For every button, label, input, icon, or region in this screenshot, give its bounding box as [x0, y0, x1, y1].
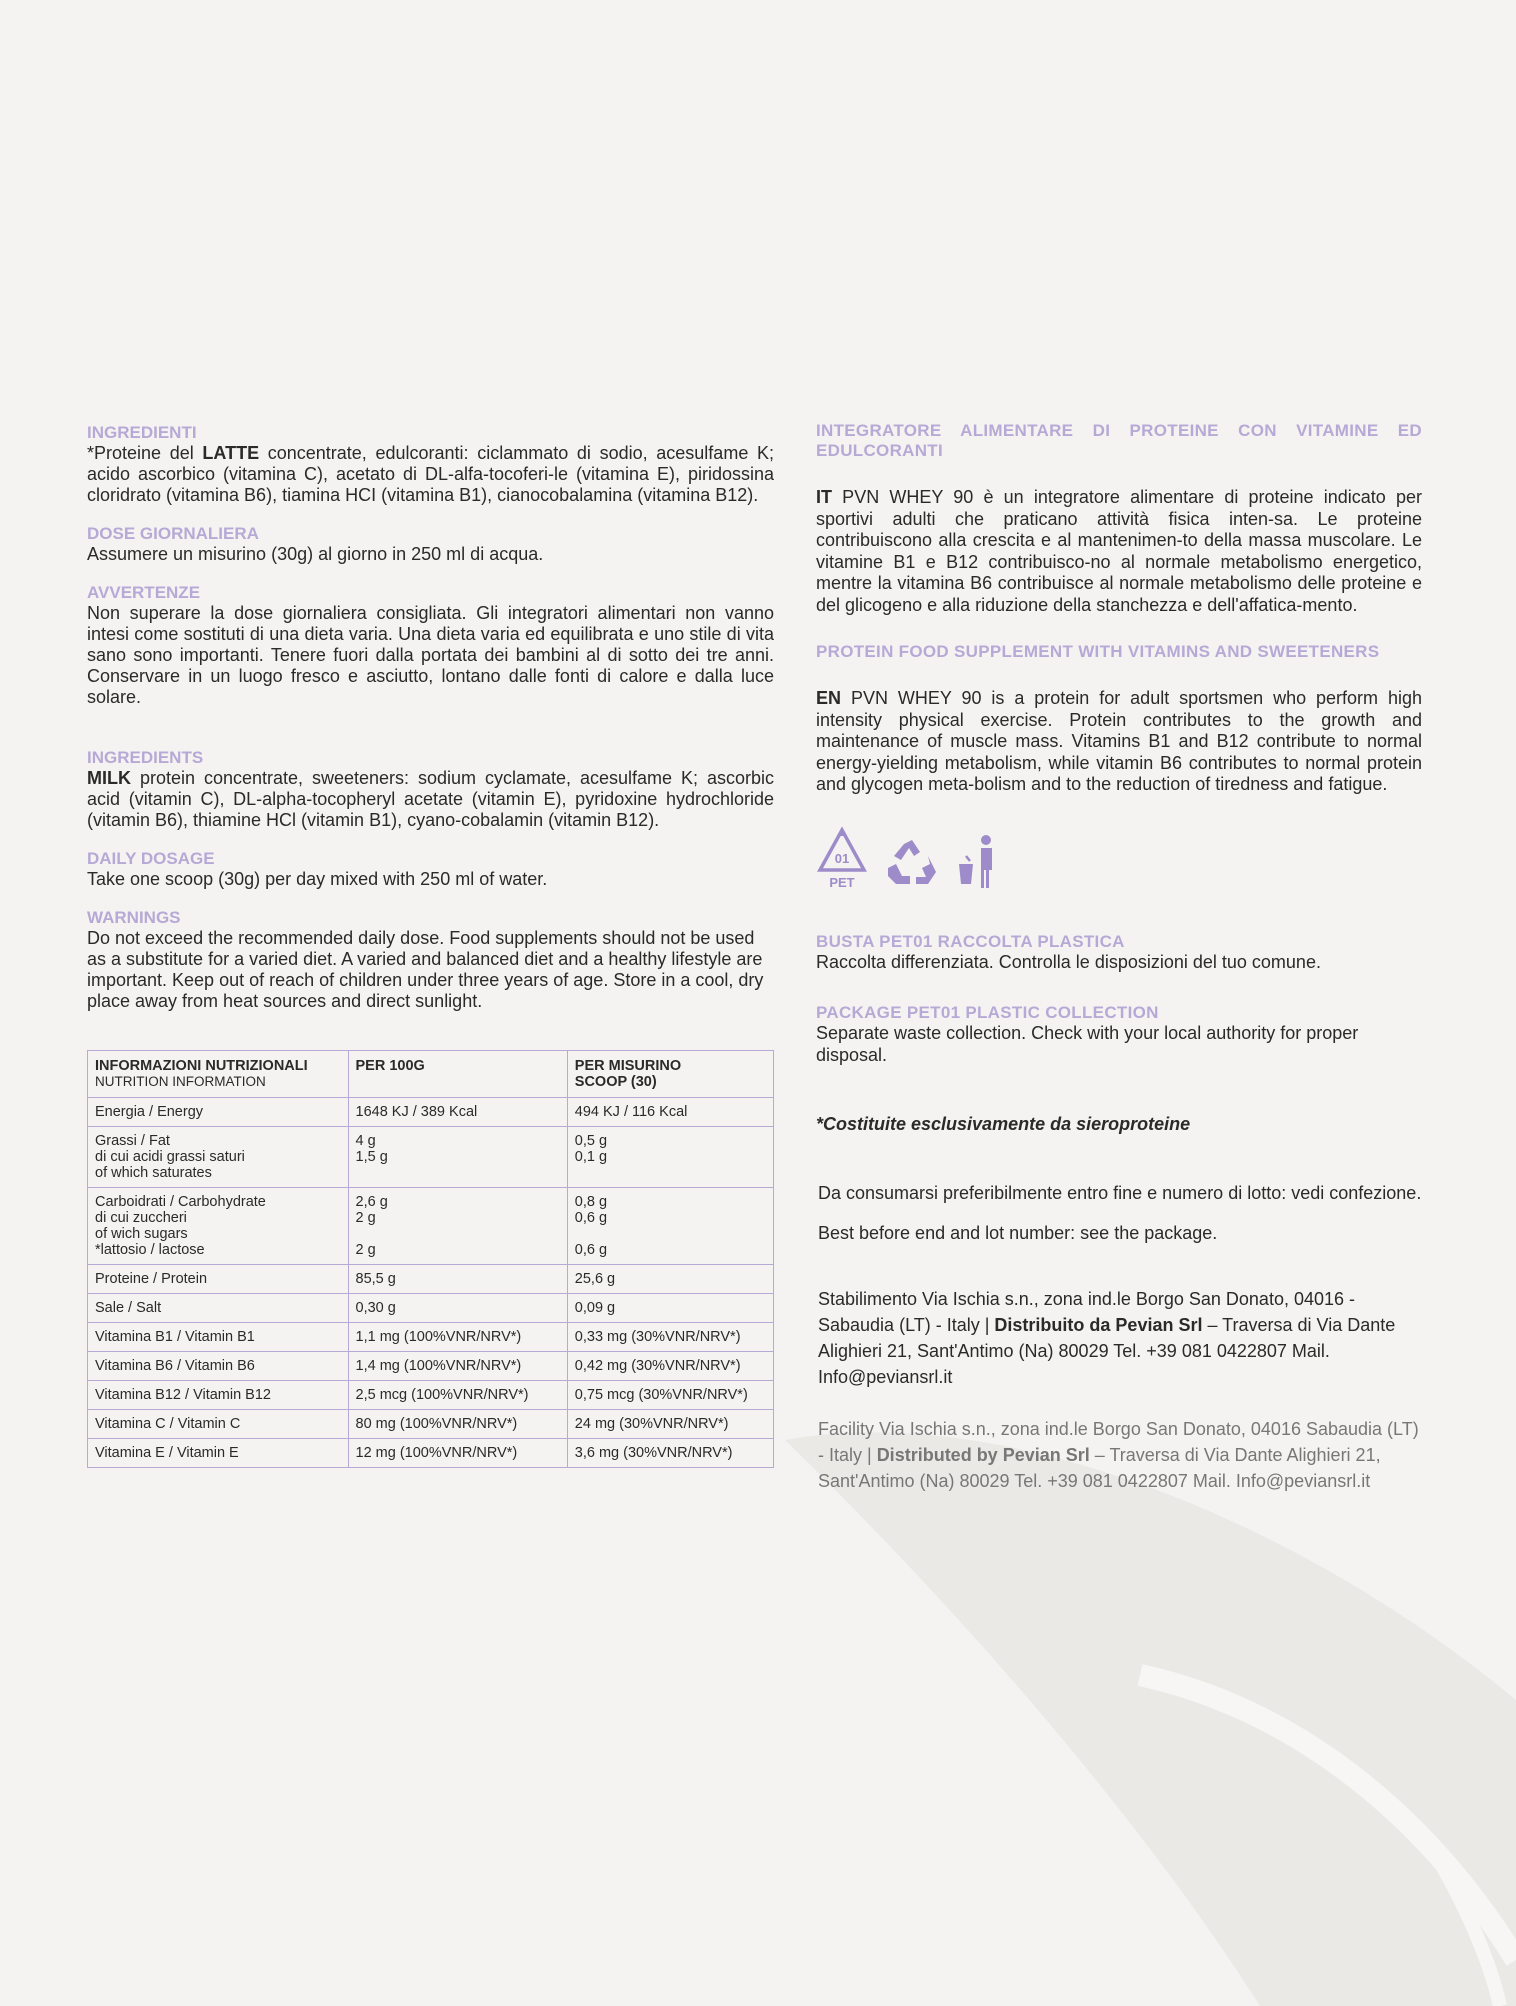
header-cell-label — [88, 1051, 349, 1098]
value-line: 0,8 g — [574, 1194, 608, 1210]
table-row — [88, 1410, 774, 1439]
row-value-scoop: 0,42 mg (30%VNR/NRV*) — [567, 1352, 773, 1381]
package-text: Separate waste collection. Check with your local authority for proper disposal. — [816, 1023, 1359, 1065]
left-column — [87, 423, 774, 1468]
row-label — [88, 1188, 349, 1265]
value-line: 1,5 g — [355, 1149, 388, 1165]
it-text — [816, 487, 1422, 616]
ingredients-title: INGREDIENTS — [87, 748, 204, 767]
row-value-100g: 12 mg (100%VNR/NRV*) — [348, 1439, 567, 1468]
value-line: 0,5 g — [574, 1133, 608, 1149]
header-perscoop-en: SCOOP (30) — [574, 1074, 657, 1090]
table-row — [88, 1381, 774, 1410]
header-it: INFORMAZIONI NUTRIZIONALI — [95, 1058, 308, 1074]
label-line: of wich sugars — [95, 1226, 188, 1242]
package-title: PACKAGE PET01 PLASTIC COLLECTION — [816, 1003, 1159, 1022]
row-value-100g: 2,5 mcg (100%VNR/NRV*) — [348, 1381, 567, 1410]
busta-text: Raccolta differenziata. Controlla le disposizioni del tuo comune. — [816, 951, 1321, 972]
row-label: Vitamina B6 / Vitamin B6 — [88, 1352, 349, 1381]
table-row — [88, 1098, 774, 1127]
value-line: 0,6 g — [574, 1210, 608, 1226]
header-perscoop-it: PER MISURINO — [574, 1058, 682, 1074]
row-value-scoop: 25,6 g — [567, 1265, 773, 1294]
nutrition-table — [87, 1050, 774, 1468]
right-column — [816, 421, 1422, 1494]
row-value-100g: 85,5 g — [348, 1265, 567, 1294]
ingredients-text — [87, 768, 774, 831]
recycling-icons — [816, 822, 1422, 890]
row-label: Vitamina B1 / Vitamin B1 — [88, 1323, 349, 1352]
address-it — [818, 1286, 1422, 1390]
ingredients-allergen: MILK — [87, 768, 131, 788]
pet-code: 01 — [834, 850, 850, 866]
it-title: INTEGRATORE ALIMENTARE DI PROTEINE CON VITAMINE ED EDULCORANTI — [816, 421, 1422, 460]
row-value-scoop: 24 mg (30%VNR/NRV*) — [567, 1410, 773, 1439]
row-value-scoop: 0,33 mg (30%VNR/NRV*) — [567, 1323, 773, 1352]
value-line: 0,6 g — [574, 1242, 608, 1258]
table-row — [88, 1352, 774, 1381]
ingredients-section — [87, 748, 774, 831]
row-label: Proteine / Protein — [88, 1265, 349, 1294]
warnings-section — [87, 908, 774, 1012]
ingredienti-text — [87, 443, 774, 506]
table-row — [88, 1188, 774, 1265]
dose-title: DOSE GIORNALIERA — [87, 524, 259, 543]
pet-label: PET — [829, 874, 855, 890]
value-line: 2,6 g — [355, 1194, 388, 1210]
table-row — [88, 1265, 774, 1294]
en-title: PROTEIN FOOD SUPPLEMENT WITH VITAMINS AND SWEETENERS — [816, 642, 1380, 661]
dose-text: Assumere un misurino (30g) al giorno in 250 ml di acqua. — [87, 544, 544, 564]
address-it-post: – Traversa di Via Dante Alighieri 21, Sant'Antimo (Na) 80029 Tel. +39 081 0422807 Mail. Info@peviansrl.it — [818, 1315, 1396, 1387]
address-en — [818, 1416, 1422, 1494]
row-value-100g — [348, 1188, 567, 1265]
it-code: IT — [816, 487, 832, 507]
package-section — [816, 1003, 1422, 1066]
address-en-pre: Facility Via Ischia s.n., zona ind.le Borgo San Donato, 04016 Sabaudia (LT) - Italy | — [818, 1419, 1419, 1465]
value-line: 0,1 g — [574, 1149, 608, 1165]
ingredienti-section — [87, 423, 774, 506]
dose-section — [87, 524, 774, 565]
header-cell-per100 — [348, 1051, 567, 1098]
row-value-scoop — [567, 1127, 773, 1188]
row-label: Energia / Energy — [88, 1098, 349, 1127]
address-it-pre: Stabilimento Via Ischia s.n., zona ind.le Borgo San Donato, 04016 - Sabaudia (LT) - Italy | — [818, 1289, 1356, 1335]
row-label: Vitamina E / Vitamin E — [88, 1439, 349, 1468]
tidyman-bin-icon — [956, 834, 1000, 890]
table-row — [88, 1127, 774, 1188]
header-per100: PER 100G — [355, 1058, 425, 1074]
row-value-scoop: 0,75 mcg (30%VNR/NRV*) — [567, 1381, 773, 1410]
row-value-scoop: 3,6 mg (30%VNR/NRV*) — [567, 1439, 773, 1468]
avvertenze-section — [87, 583, 774, 708]
ingredients-post: protein concentrate, sweeteners: sodium cyclamate, acesulfame K; ascorbic acid (vitamin C), DL-alpha-tocopheryl acetate (vitamin E), pyridoxine hydrochloride (vitamin B6), thiamine HCl (vitamin B1), cyano-cobalamin (vitamin B12). — [87, 768, 774, 830]
label-line: Grassi / Fat — [95, 1133, 170, 1149]
row-value-100g: 1,1 mg (100%VNR/NRV*) — [348, 1323, 567, 1352]
table-row — [88, 1439, 774, 1468]
best-before-en: Best before end and lot number: see the package. — [818, 1222, 1218, 1243]
it-body: PVN WHEY 90 è un integratore alimentare di proteine indicato per sportivi adulti che praticano attività fisica inten-sa. Le proteine contribuiscono alla crescita e al mantenimen-to della massa muscolare. Le vitamine B1 e B12 contribuisco-no al normale metabolismo energetico, mentre la vitamina B6 contribuisce al normale metabolismo delle proteine e del glicogeno e alla riduzione della stanchezza e dell'affatica-mento. — [816, 487, 1422, 615]
row-value-100g — [348, 1127, 567, 1188]
row-label — [88, 1127, 349, 1188]
row-value-scoop — [567, 1188, 773, 1265]
address-en-post: – Traversa di Via Dante Alighieri 21, Sant'Antimo (Na) 80029 Tel. +39 081 0422807 Mail. Info@peviansrl.it — [818, 1445, 1381, 1491]
row-label: Vitamina C / Vitamin C — [88, 1410, 349, 1439]
header-cell-perscoop — [567, 1051, 773, 1098]
avvertenze-title: AVVERTENZE — [87, 583, 201, 602]
value-line: 4 g — [355, 1133, 376, 1149]
pet-01-recycling-icon — [816, 826, 868, 890]
row-label: Vitamina B12 / Vitamin B12 — [88, 1381, 349, 1410]
row-value-100g: 0,30 g — [348, 1294, 567, 1323]
it-description-section — [816, 421, 1422, 616]
row-value-100g: 1648 KJ / 389 Kcal — [348, 1098, 567, 1127]
en-code: EN — [816, 688, 842, 708]
footnote: *Costituite esclusivamente da sieroproteine — [816, 1114, 1191, 1134]
best-before-it: Da consumarsi preferibilmente entro fine e numero di lotto: vedi confezione. — [818, 1183, 1422, 1203]
ingredienti-allergen: LATTE — [202, 443, 260, 463]
busta-title: BUSTA PET01 RACCOLTA PLASTICA — [816, 931, 1125, 951]
row-value-100g: 1,4 mg (100%VNR/NRV*) — [348, 1352, 567, 1381]
en-text — [816, 688, 1422, 796]
label-line: di cui zuccheri — [95, 1210, 187, 1226]
address-en-distributor: Distributed by Pevian Srl — [876, 1445, 1090, 1465]
table-row — [88, 1323, 774, 1352]
label-line: of which saturates — [95, 1165, 212, 1181]
warnings-text: Do not exceed the recommended daily dose. Food supplements should not be used as a substitute for a varied diet. A varied and balanced diet and a healthy lifestyle are important. Keep out of reach of children under three years of age. Store in a cool, dry place away from heat sources and direct sunlight. — [87, 928, 764, 1011]
warnings-title: WARNINGS — [87, 908, 181, 927]
dosage-section — [87, 849, 774, 890]
value-line: 2 g — [355, 1242, 376, 1258]
dosage-text: Take one scoop (30g) per day mixed with 250 ml of water. — [87, 869, 548, 889]
address-it-distributor: Distribuito da Pevian Srl — [994, 1315, 1203, 1335]
avvertenze-text: Non superare la dose giornaliera consigliata. Gli integratori alimentari non vanno intesi come sostituti di una dieta varia. Una dieta varia ed equilibrata e uno stile di vita sano sono importanti. Tenere fuori dalla portata dei bambini al di sotto dei tre anni. Conservare in un luogo fresco e asciutto, lontano dalle fonti di calore e dalla luce solare. — [87, 603, 774, 707]
label-line: *lattosio / lactose — [95, 1242, 205, 1258]
busta-section — [816, 932, 1422, 974]
dosage-title: DAILY DOSAGE — [87, 849, 215, 868]
value-line: 2 g — [355, 1210, 376, 1226]
label-line: di cui acidi grassi saturi — [95, 1149, 245, 1165]
label-line: Carboidrati / Carbohydrate — [95, 1194, 266, 1210]
header-en: NUTRITION INFORMATION — [95, 1074, 266, 1089]
table-row — [88, 1294, 774, 1323]
row-label: Sale / Salt — [88, 1294, 349, 1323]
row-value-scoop: 494 KJ / 116 Kcal — [567, 1098, 773, 1127]
en-description-section — [816, 642, 1422, 796]
table-header-row — [88, 1051, 774, 1098]
recycle-icon — [884, 838, 940, 890]
ingredienti-title: INGREDIENTI — [87, 423, 197, 442]
ingredienti-post: concentrate, edulcoranti: ciclammato di sodio, acesulfame K; acido ascorbico (vitamina C), acetato di DL-alfa-tocoferi-le (vitamina E), piridossina cloridrato (vitamina B6), tiamina HCI (vitamina B1), cianocobalamina (vitamina B12). — [87, 443, 775, 505]
row-value-scoop: 0,09 g — [567, 1294, 773, 1323]
ingredienti-pre: *Proteine del — [87, 443, 203, 463]
en-body: PVN WHEY 90 is a protein for adult sportsmen who perform high intensity physical exercise. Protein contributes to the growth and maintenance of muscle mass. Vitamins B1 and B12 contribute to normal energy-yielding metabolism, while vitamin B6 contributes to normal protein and glycogen meta-bolism and to the reduction of tiredness and fatigue. — [816, 688, 1422, 794]
row-value-100g: 80 mg (100%VNR/NRV*) — [348, 1410, 567, 1439]
